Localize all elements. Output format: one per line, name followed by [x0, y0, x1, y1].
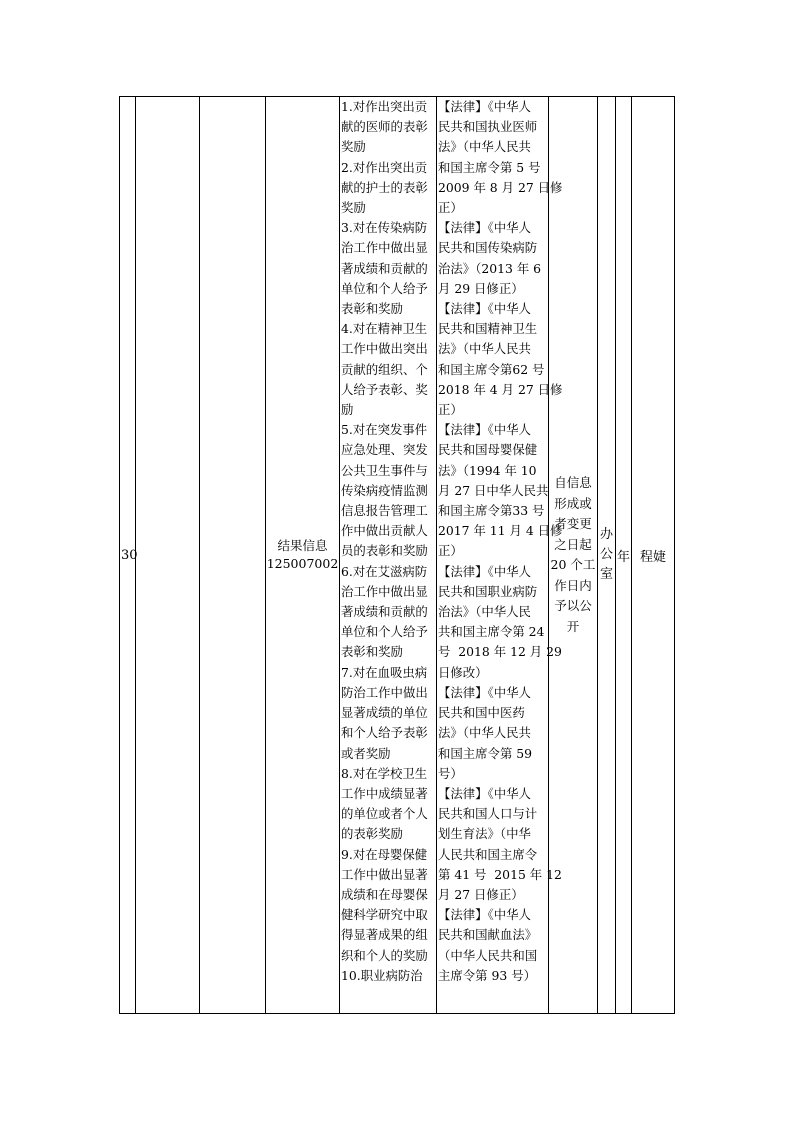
legal-basis-line: 治法》（中华人民: [438, 604, 531, 620]
legal-basis-line: 日修改）: [438, 664, 488, 680]
legal-basis-line: 和国主席令第62 号: [438, 361, 545, 377]
item-line: 献的医师的表彰: [341, 119, 428, 135]
time-limit-line: 予以公: [554, 598, 592, 613]
legal-basis-line: 主席令第 93 号）: [438, 967, 536, 983]
legal-basis-line: 民共和国中医药: [438, 705, 525, 721]
legal-basis-line: 民共和国传染病防: [438, 240, 538, 256]
item-line: 3.对在传染病防: [341, 220, 428, 236]
department-char: 公: [599, 547, 613, 562]
item-line: 6.对在艾滋病防: [341, 563, 428, 579]
item-line: 作中做出贡献人: [341, 523, 428, 539]
item-line: 的单位或者个人: [341, 806, 428, 822]
legal-basis-line: 【法律】《中华人: [438, 907, 531, 923]
department-char: 办: [599, 527, 613, 542]
item-line: 著成绩和贡献的: [341, 604, 428, 620]
item-line: 工作中成绩显著: [341, 785, 428, 801]
item-line: 治工作中做出显: [341, 583, 428, 599]
legal-basis-line: 和国主席令第33 号: [438, 503, 545, 519]
item-line: 奖励: [341, 139, 366, 155]
legal-basis-line: 月 27 日中华人民共: [438, 482, 549, 498]
time-limit-line: 20 个工: [550, 557, 596, 572]
legal-basis-line: 号 2018 年 12 月 29: [438, 644, 562, 660]
legal-basis-line: 人民共和国主席令: [438, 846, 538, 862]
person-cell: [632, 97, 675, 1014]
legal-basis-line: 民共和国执业医师: [438, 119, 538, 135]
legal-basis-line: 2017 年 11 月 4 日修: [438, 523, 563, 539]
item-line: 工作中做出显著: [341, 866, 428, 882]
legal-basis-line: 治法》（2013 年 6: [438, 260, 542, 276]
item-line: 和个人给予表彰: [341, 725, 428, 741]
legal-basis-line: 法》（中华人民共: [438, 139, 531, 155]
time-limit-line: 作日内: [554, 577, 592, 593]
frequency: 年: [616, 549, 630, 565]
info-type-cell: [266, 97, 340, 1014]
time-limit-line: 开: [566, 618, 580, 634]
legal-basis-line: 民共和国精神卫生: [438, 321, 538, 337]
item-line: 单位和个人给予: [341, 624, 428, 640]
item-line: 单位和个人给予: [341, 280, 428, 296]
item-line: 显著成绩的单位: [341, 705, 428, 721]
legal-basis-line: 法》（1994 年 10: [438, 462, 537, 478]
legal-basis-line: 【法律】《中华人: [438, 301, 531, 317]
legal-basis-line: 法》（中华人民共: [438, 341, 531, 357]
legal-basis-line: 民共和国献血法》: [438, 927, 538, 943]
item-line: 织和个人的奖励: [341, 947, 428, 963]
items-cell: [340, 97, 437, 1014]
item-line: 传染病疫情监测: [341, 482, 428, 498]
legal-basis-line: 民共和国母婴保健: [438, 442, 538, 458]
item-line: 奖励: [341, 200, 366, 216]
items-list: [340, 97, 436, 986]
legal-basis-line: 【法律】《中华人: [438, 563, 531, 579]
item-line: 2.对作出突出贡: [341, 159, 428, 175]
disclosure-table: [119, 96, 675, 1014]
frequency-cell: [616, 97, 632, 1014]
legal-basis-line: 共和国主席令第 24: [438, 624, 545, 640]
legal-basis-line: 第 41 号 2015 年 12: [438, 866, 562, 882]
legal-basis-cell: [437, 97, 563, 1014]
legal-basis-line: 号）: [438, 765, 463, 781]
legal-basis-line: 法》（中华人民共: [438, 725, 531, 741]
legal-basis-line: 【法律】《中华人: [438, 99, 531, 114]
time-limit-line: 形成或: [554, 495, 592, 511]
item-line: 公共卫生事件与: [341, 462, 428, 478]
item-line: 健科学研究中取: [341, 907, 428, 923]
item-line: 励: [341, 402, 354, 418]
legal-basis-line: 正）: [438, 402, 463, 418]
legal-basis-line: 【法律】《中华人: [438, 785, 531, 801]
legal-basis-line: （中华人民共和国: [438, 947, 538, 963]
item-line: 贡献的组织、个: [341, 361, 428, 377]
legal-basis-line: 月 29 日修正）: [438, 280, 524, 296]
legal-basis-line: 民共和国人口与计: [438, 806, 538, 822]
time-limit-line: 自信息: [554, 475, 592, 490]
item-line: 7.对在血吸虫病: [341, 664, 428, 680]
item-line: 献的护士的表彰: [341, 179, 428, 195]
legal-basis-line: 正）: [438, 200, 463, 216]
table-row: [120, 97, 675, 1014]
item-line: 信息报告管理工: [341, 503, 428, 519]
legal-basis-line: 民共和国职业病防: [438, 583, 538, 599]
item-line: 得显著成果的组: [341, 927, 428, 943]
legal-basis-line: 划生育法》（中华: [438, 826, 531, 842]
item-line: 防治工作中做出: [341, 684, 428, 700]
item-line: 成绩和在母婴保: [341, 886, 428, 902]
legal-basis-line: 2018 年 4 月 27 日修: [438, 381, 563, 397]
item-line: 表彰和奖励: [341, 644, 403, 660]
item-line: 著成绩和贡献的: [341, 260, 428, 276]
time-limit-line: 者变更: [554, 516, 592, 531]
item-line: 治工作中做出显: [341, 240, 428, 256]
info-type: 结果信息: [277, 538, 328, 553]
department-char: 室: [599, 567, 613, 582]
time-limit-text: [550, 473, 596, 637]
item-line: 8.对在学校卫生: [341, 765, 428, 781]
legal-basis-line: 【法律】《中华人: [438, 422, 531, 438]
time-limit-line: 之日起: [554, 536, 592, 552]
legal-basis-list: [437, 97, 563, 986]
empty-cell: [200, 97, 266, 1014]
legal-basis-line: 和国主席令第 59: [438, 745, 533, 761]
item-line: 10.职业病防治: [341, 967, 423, 983]
responsible-person: 程婕: [639, 549, 666, 565]
legal-basis-line: 月 27 日修正）: [438, 886, 524, 902]
row-number-cell: [120, 97, 136, 1014]
row-number: 30: [121, 547, 138, 563]
legal-basis-line: 【法律】《中华人: [438, 220, 531, 236]
legal-basis-line: 【法律】《中华人: [438, 684, 531, 700]
item-line: 4.对在精神卫生: [341, 321, 428, 337]
item-line: 的表彰奖励: [341, 826, 403, 842]
empty-cell: [136, 97, 200, 1014]
item-line: 表彰和奖励: [341, 301, 403, 317]
info-code: 125007002: [266, 556, 339, 571]
legal-basis-line: 和国主席令第 5 号: [438, 159, 541, 175]
legal-basis-line: 正）: [438, 543, 463, 559]
item-line: 或者奖励: [341, 745, 391, 761]
item-line: 人给予表彰、奖: [341, 381, 428, 397]
item-line: 员的表彰和奖励: [341, 543, 428, 559]
item-line: 1.对作出突出贡: [341, 99, 428, 114]
item-line: 5.对在突发事件: [341, 422, 428, 438]
item-line: 工作中做出突出: [341, 341, 428, 357]
item-line: 9.对在母婴保健: [341, 846, 428, 862]
item-line: 应急处理、突发: [341, 442, 428, 458]
department-cell: [598, 97, 616, 1014]
legal-basis-line: 2009 年 8 月 27 日修: [438, 179, 563, 195]
